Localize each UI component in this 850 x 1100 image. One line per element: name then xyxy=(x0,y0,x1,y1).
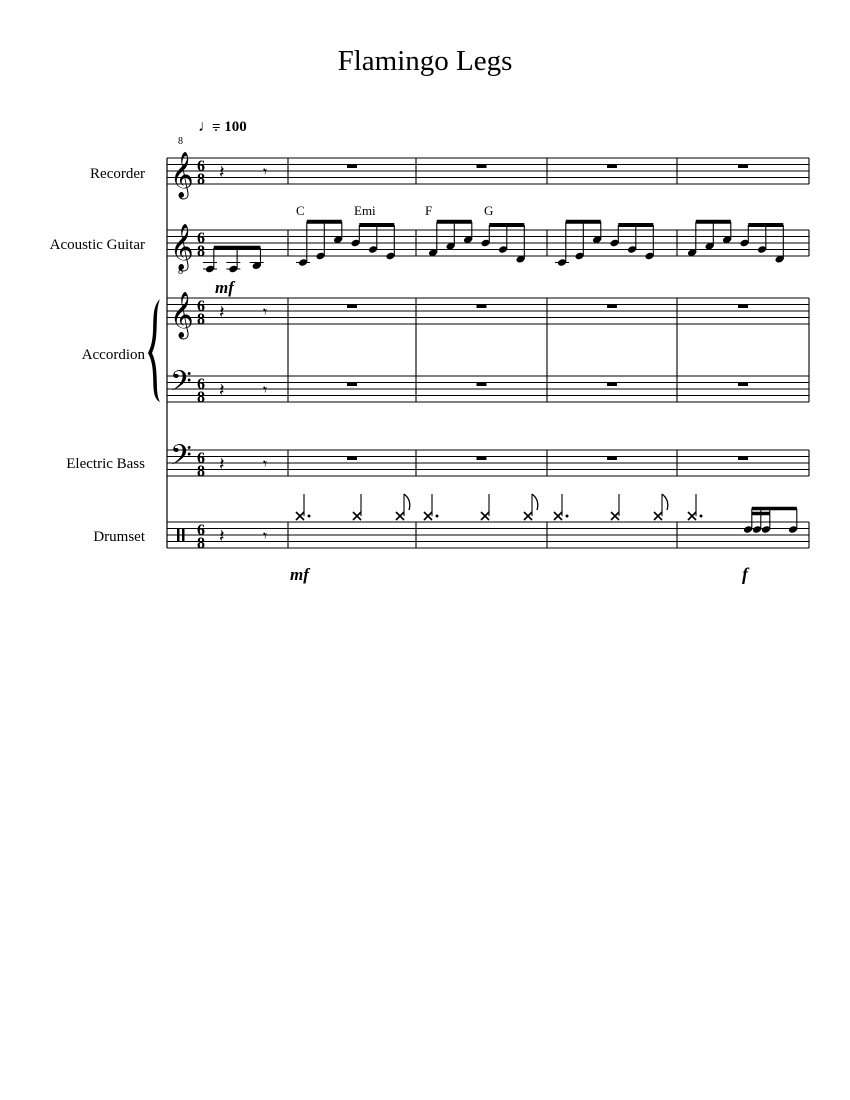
time-signature-top: 6 xyxy=(197,450,205,467)
notation-layer xyxy=(148,136,809,552)
quarter-rest-icon: 𝄽 xyxy=(219,526,225,546)
eighth-rest-icon: 𝄾 xyxy=(263,304,268,321)
bass-clef-icon: 𝄢 xyxy=(170,441,192,478)
cross-notehead xyxy=(396,512,404,520)
time-signature-top: 6 xyxy=(197,158,205,175)
whole-rest-icon xyxy=(607,165,617,169)
dynamic-guitar-mf: mf xyxy=(215,278,234,297)
whole-rest-icon xyxy=(347,165,357,169)
whole-rest-icon xyxy=(607,383,617,387)
augmentation-dot xyxy=(308,515,311,518)
dynamic-drums-f: f xyxy=(742,564,748,584)
eighth-rest-icon: 𝄾 xyxy=(263,382,268,399)
percussion-clef-icon xyxy=(182,528,185,541)
instrument-label-drumset: Drumset xyxy=(93,529,145,545)
instrument-label-guitar: Acoustic Guitar xyxy=(49,237,145,253)
augmentation-dot xyxy=(436,515,439,518)
time-signature-bottom: 8 xyxy=(197,171,205,188)
whole-rest-icon xyxy=(347,457,357,461)
accordion-brace xyxy=(148,299,160,402)
whole-rest-icon xyxy=(607,457,617,461)
quarter-rest-icon: 𝄽 xyxy=(219,380,225,400)
cross-notehead xyxy=(296,512,304,520)
tempo-marking xyxy=(198,118,247,135)
time-signature-top: 6 xyxy=(197,230,205,247)
treble-clef-icon: 𝄞 xyxy=(170,292,194,337)
score-title: Flamingo Legs xyxy=(337,45,513,77)
ottava-below-mark: 8 xyxy=(178,266,183,277)
time-signature-bottom: 8 xyxy=(197,243,205,260)
augmentation-dot xyxy=(700,515,703,518)
note-flag xyxy=(404,494,410,510)
time-signature-top: 6 xyxy=(197,376,205,393)
whole-rest-icon xyxy=(477,165,487,169)
cross-notehead xyxy=(524,512,532,520)
whole-rest-icon xyxy=(347,383,357,387)
instrument-label-bass: Electric Bass xyxy=(66,456,145,472)
time-signature-bottom: 8 xyxy=(197,311,205,328)
chord-symbol-c: C xyxy=(296,203,305,218)
chord-symbol-f: F xyxy=(425,203,433,218)
whole-rest-icon xyxy=(607,305,617,309)
chord-symbol-emi: Emi xyxy=(354,203,376,218)
whole-rest-icon xyxy=(477,383,487,387)
whole-rest-icon xyxy=(347,305,357,309)
bass-clef-icon: 𝄢 xyxy=(170,367,192,404)
treble-clef-icon: 𝄞 xyxy=(170,152,194,197)
ottava-above-mark: 8 xyxy=(178,136,183,147)
time-signature-top: 6 xyxy=(197,522,205,539)
eighth-rest-icon: 𝄾 xyxy=(263,528,268,545)
whole-rest-icon xyxy=(738,305,748,309)
tempo-value: = 100 xyxy=(212,119,247,135)
cross-notehead xyxy=(353,512,361,520)
augmentation-dot xyxy=(566,515,569,518)
eighth-rest-icon: 𝄾 xyxy=(263,456,268,473)
chord-symbol-g: G xyxy=(484,203,494,218)
cross-notehead xyxy=(654,512,662,520)
time-signature-bottom: 8 xyxy=(197,389,205,406)
instrument-label-accordion: Accordion xyxy=(81,347,145,363)
time-signature-bottom: 8 xyxy=(197,463,205,480)
whole-rest-icon xyxy=(738,457,748,461)
cross-notehead xyxy=(688,512,696,520)
whole-rest-icon xyxy=(738,165,748,169)
time-signature-top: 6 xyxy=(197,298,205,315)
treble-clef-icon: 𝄞 xyxy=(170,224,194,269)
time-signature-bottom: 8 xyxy=(197,535,205,552)
eighth-rest-icon: 𝄾 xyxy=(263,164,268,181)
dynamic-drums-mf: mf xyxy=(290,565,309,584)
cross-notehead xyxy=(481,512,489,520)
quarter-rest-icon: 𝄽 xyxy=(219,454,225,474)
whole-rest-icon xyxy=(738,383,748,387)
cross-notehead xyxy=(554,512,562,520)
quarter-rest-icon: 𝄽 xyxy=(219,302,225,322)
cross-notehead xyxy=(611,512,619,520)
instrument-label-recorder: Recorder xyxy=(90,166,145,182)
whole-rest-icon xyxy=(477,457,487,461)
tempo-note: ♩. xyxy=(198,118,218,135)
note-flag xyxy=(532,494,538,510)
quarter-rest-icon: 𝄽 xyxy=(219,162,225,182)
note-flag xyxy=(662,494,668,510)
whole-rest-icon xyxy=(477,305,487,309)
cross-notehead xyxy=(424,512,432,520)
percussion-clef-icon xyxy=(177,528,180,541)
